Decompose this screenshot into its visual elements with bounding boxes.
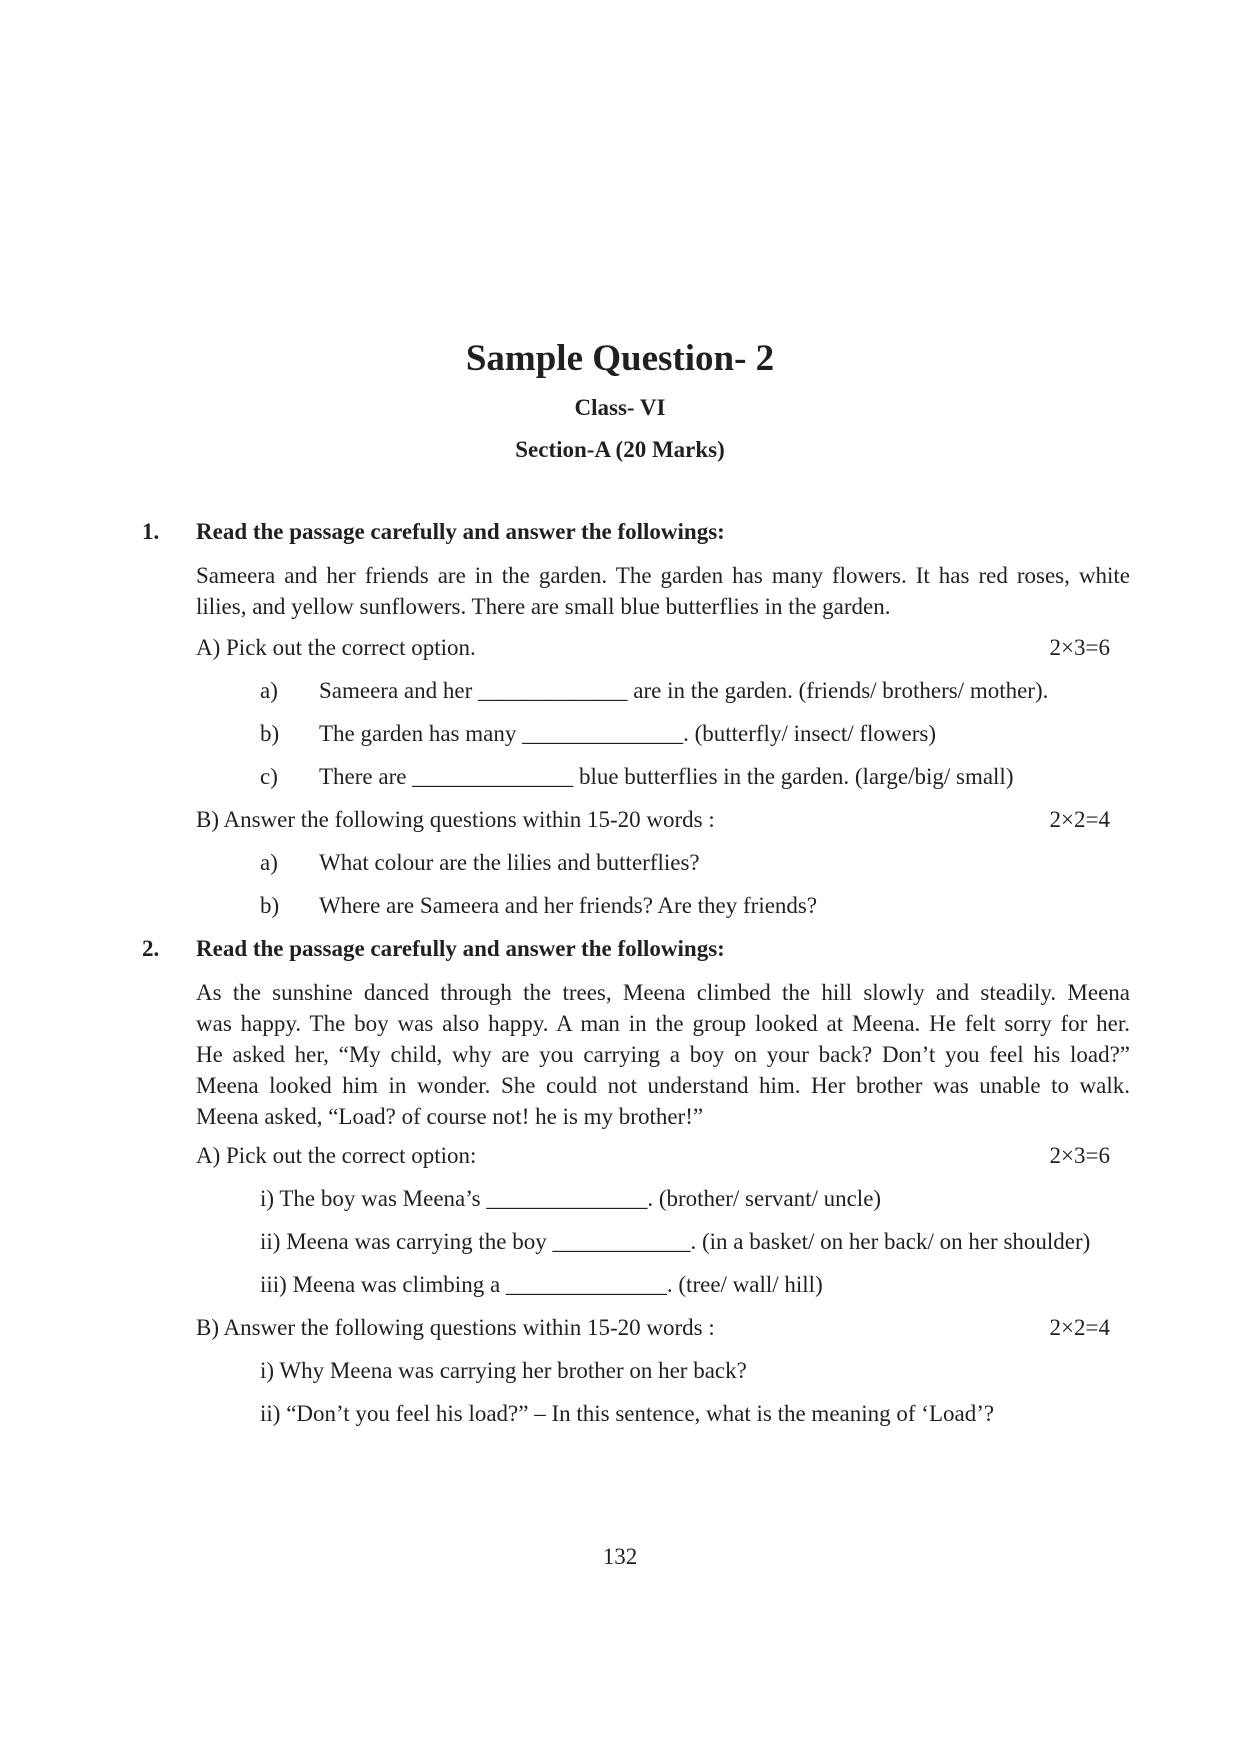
- item-text: Sameera and her _____________ are in the garden. (friends/ brothers/ mother).: [319, 678, 1049, 703]
- page-title: Sample Question- 2: [465, 338, 775, 379]
- item-text: ii) “Don’t you feel his load?” – In this sentence, what is the meaning of ‘Load’?: [260, 1401, 995, 1426]
- passage-line: Meena looked him in wonder. She could not understand him. Her brother was unable to walk.: [196, 1073, 1130, 1098]
- item-text: Where are Sameera and her friends? Are they friends?: [319, 893, 818, 918]
- passage-line: Sameera and her friends are in the garden. The garden has many flowers. It has red roses, white: [196, 563, 1130, 588]
- part-a-marks: 2×3=6: [1049, 1143, 1110, 1168]
- item-label: a): [260, 850, 278, 875]
- item-text: ii) Meena was carrying the boy ____________. (in a basket/ on her back/ on her shoulder): [260, 1229, 1091, 1254]
- item-text: i) Why Meena was carrying her brother on her back?: [260, 1358, 747, 1383]
- question-number: 2.: [142, 936, 160, 961]
- item-label: a): [260, 678, 278, 703]
- passage: [196, 560, 1130, 622]
- passage-line: lilies, and yellow sunflowers. There are small blue butterflies in the garden.: [196, 594, 891, 619]
- item-text: What colour are the lilies and butterflies?: [319, 850, 700, 875]
- item-text: iii) Meena was climbing a ______________. (tree/ wall/ hill): [260, 1272, 823, 1297]
- passage-line: As the sunshine danced through the trees, Meena climbed the hill slowly and steadily. Meena: [196, 980, 1130, 1005]
- passage-line: was happy. The boy was also happy. A man in the group looked at Meena. He felt sorry for her.: [196, 1011, 1130, 1036]
- part-b-marks: 2×2=4: [1049, 807, 1110, 832]
- part-b-label: B) Answer the following questions within 15-20 words :: [196, 1315, 715, 1340]
- item-text: i) The boy was Meena’s ______________. (brother/ servant/ uncle): [260, 1186, 882, 1211]
- question-heading: Read the passage carefully and answer the followings:: [196, 519, 725, 544]
- part-a-label: A) Pick out the correct option:: [196, 1143, 477, 1168]
- item-label: c): [260, 764, 278, 789]
- item-label: b): [260, 893, 280, 918]
- passage: [196, 977, 1130, 1132]
- question-heading: Read the passage carefully and answer the followings:: [196, 936, 725, 961]
- item-text: There are ______________ blue butterflies in the garden. (large/big/ small): [319, 764, 1014, 789]
- passage-line: Meena asked, “Load? of course not! he is my brother!”: [196, 1104, 704, 1129]
- item-label: b): [260, 721, 280, 746]
- question-number: 1.: [142, 519, 160, 544]
- passage-line: He asked her, “My child, why are you carrying a boy on your back? Don’t you feel his load?”: [196, 1042, 1130, 1067]
- part-a-label: A) Pick out the correct option.: [196, 635, 476, 660]
- page-number: 132: [602, 1544, 638, 1569]
- class-label: Class- VI: [574, 395, 666, 420]
- part-b-label: B) Answer the following questions within 15-20 words :: [196, 807, 715, 832]
- item-text: The garden has many ______________. (butterfly/ insect/ flowers): [319, 721, 937, 746]
- part-a-marks: 2×3=6: [1049, 635, 1110, 660]
- section-label: Section-A (20 Marks): [515, 437, 725, 462]
- part-b-marks: 2×2=4: [1049, 1315, 1110, 1340]
